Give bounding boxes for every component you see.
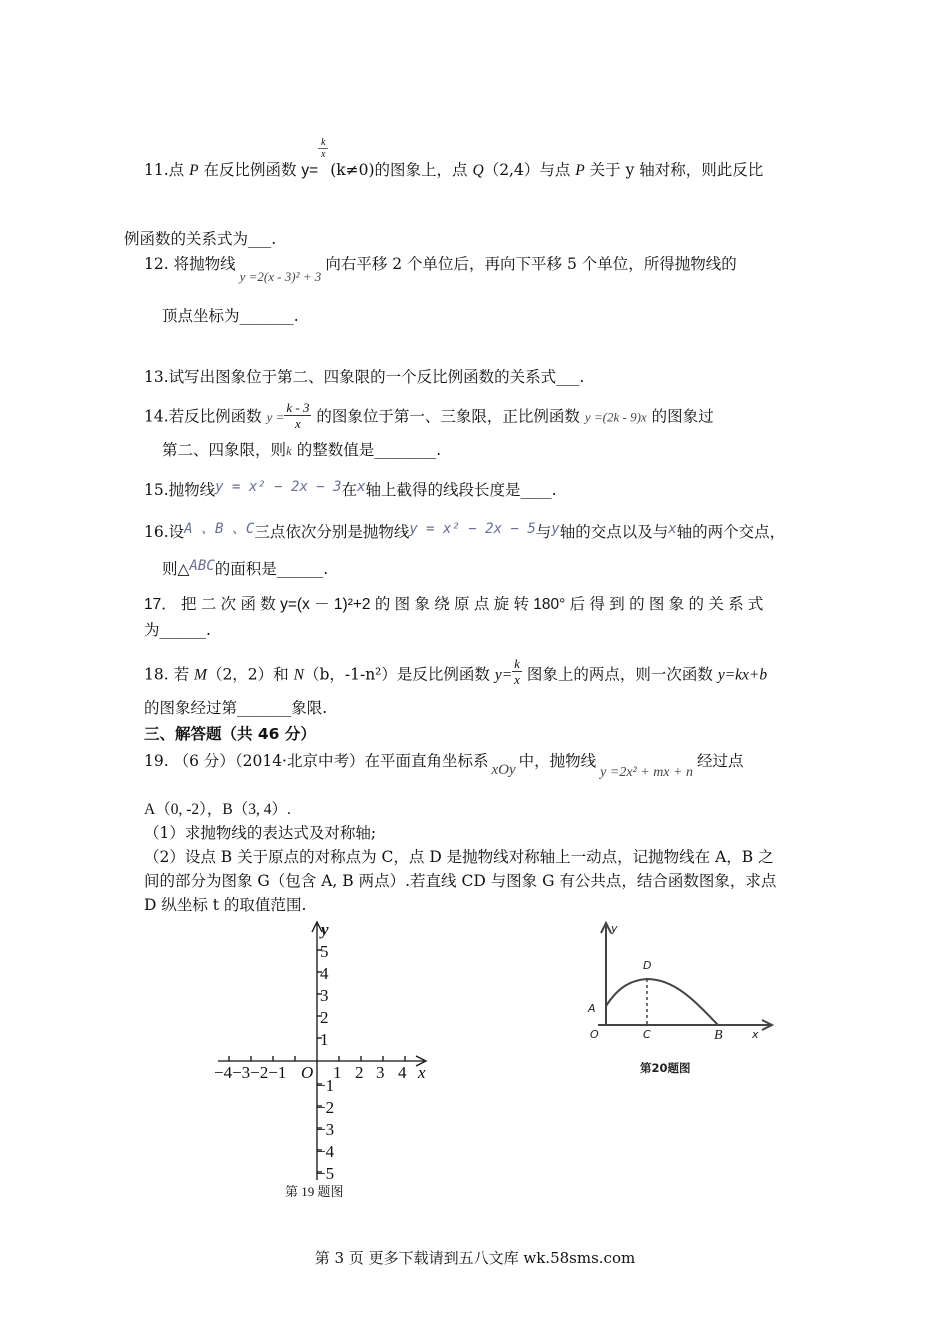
fig20-graph [584, 918, 784, 1078]
q16-line1: 16.设A 、B 、C三点依次分别是抛物线y = x² − 2x − 5与y轴的交点以及与x轴的两个交点， [144, 521, 786, 541]
q19-part1: （1）求抛物线的表达式及对称轴; [144, 824, 377, 842]
fig20-label-D: D [643, 959, 652, 972]
q16-line2: 则△ABC的面积是______. [162, 558, 329, 578]
fig19-ytick: −2 [316, 1098, 335, 1117]
q12-line2: 顶点坐标为_______. [162, 307, 299, 325]
q14-line2: 第二、四象限，则k 的整数值是________. [162, 441, 442, 459]
q14-line1: 14.若反比例函数 y = $\frac{k - 3}{x}$ 的图象位于第一、三象限，正比例函数 y =(2k - 9)x 的图象过 [144, 400, 714, 431]
fig19-xticks-neg: −4−3−2−1 [214, 1063, 287, 1082]
fig20-label-B: B [714, 1028, 723, 1043]
fig20-origin: O [590, 1028, 599, 1041]
fig19-axes [210, 918, 450, 1208]
q17-line2: 为______. [144, 621, 211, 639]
fig20-label-A: A [588, 1002, 596, 1015]
fig20-y-label: y [611, 922, 618, 935]
q12-formula: y =2(x - 3)² + 3 [239, 269, 322, 284]
fig20-label-C: C [643, 1028, 651, 1041]
page-footer: 第 3 页 更多下载请到五八文库 wk.58sms.com [314, 1249, 636, 1267]
q19-line1: 19. （6 分）（2014·北京中考）在平面直角坐标系 xOy 中，抛物线y =2x² + mx + n经过点 [144, 752, 744, 780]
q17-line1: 17． 把 二 次 函 数 y=(x － 1)²+2 的 图 象 绕 原 点 旋 转 180° 后 得 到 的 图 象 的 关 系 式 [144, 596, 764, 613]
fig20-caption: 第20题图 [640, 1061, 691, 1075]
fig20-curve [606, 979, 718, 1025]
q11-line2: 例函数的关系式为___. [124, 230, 277, 248]
q19-part2-line3: D 纵坐标 t 的取值范围. [144, 896, 307, 914]
q18-line2: 的图象经过第_______象限. [144, 699, 328, 717]
fig19-caption: 第 19 题图 [285, 1184, 344, 1199]
fig19-ytick: −1 [316, 1076, 335, 1095]
fig19-xtick: 2 [355, 1063, 364, 1082]
fig19-x-label: x [418, 1063, 426, 1082]
fig19-ytick: −5 [316, 1164, 335, 1183]
fig19-xtick: 4 [398, 1063, 407, 1082]
fig19-xtick: 3 [376, 1063, 385, 1082]
q19-line2: A（0, -2），B（3, 4）. [144, 801, 291, 818]
q15: 15.抛物线y = x² − 2x − 3在x轴上截得的线段长度是____. [144, 479, 557, 499]
q11-fraction: k x [318, 165, 330, 175]
fig19-ytick: 4 [320, 964, 329, 983]
fig19-ytick: 2 [320, 1008, 329, 1027]
q18-line1: 18. 若 M（2，2）和 N（b，-1-n²）是反比例函数 y= $\frac{k}{x}$ 图象上的两点，则一次函数 y=kx+b [144, 656, 768, 687]
q14-fraction: $\frac{k - 3}{x}$ [286, 400, 310, 431]
fig19-ytick: −3 [316, 1120, 335, 1139]
q19-part2-line1: （2）设点 B 关于原点的对称点为 C，点 D 是抛物线对称轴上一动点，记抛物线在 A，B 之 [144, 848, 774, 866]
fig19-ytick: −4 [316, 1142, 335, 1161]
fig19-y-label: y [321, 920, 329, 939]
fig20-x-label: x [752, 1028, 759, 1041]
fig19-ytick: 1 [320, 1030, 329, 1049]
fig19-ytick: 5 [320, 942, 329, 961]
q12-line1: 12. 将抛物线$_{y =2(x - 3)^2 + 3}$向右平移 2 个单位后，再向下平移 5 个单位，所得抛物线的 [144, 255, 737, 284]
q11-line1: 11.点 P 在反比例函数 y= k x (k≠0)的图象上，点 Q（2,4）与点 P 关于 y 轴对称，则此反比 [144, 137, 764, 179]
q19-part2-line2: 间的部分为图象 G（包含 A, B 两点）.若直线 CD 与图象 G 有公共点，结合函数图象，求点 [144, 872, 777, 890]
section3-title: 三、解答题（共 46 分） [144, 725, 316, 743]
q18-fraction: $\frac{k}{x}$ [514, 656, 520, 687]
q13: 13.试写出图象位于第二、四象限的一个反比例函数的关系式___. [144, 368, 585, 386]
fig19-xtick: 1 [333, 1063, 342, 1082]
fig19-ytick: 3 [320, 986, 329, 1005]
fig19-origin: O [301, 1063, 314, 1082]
